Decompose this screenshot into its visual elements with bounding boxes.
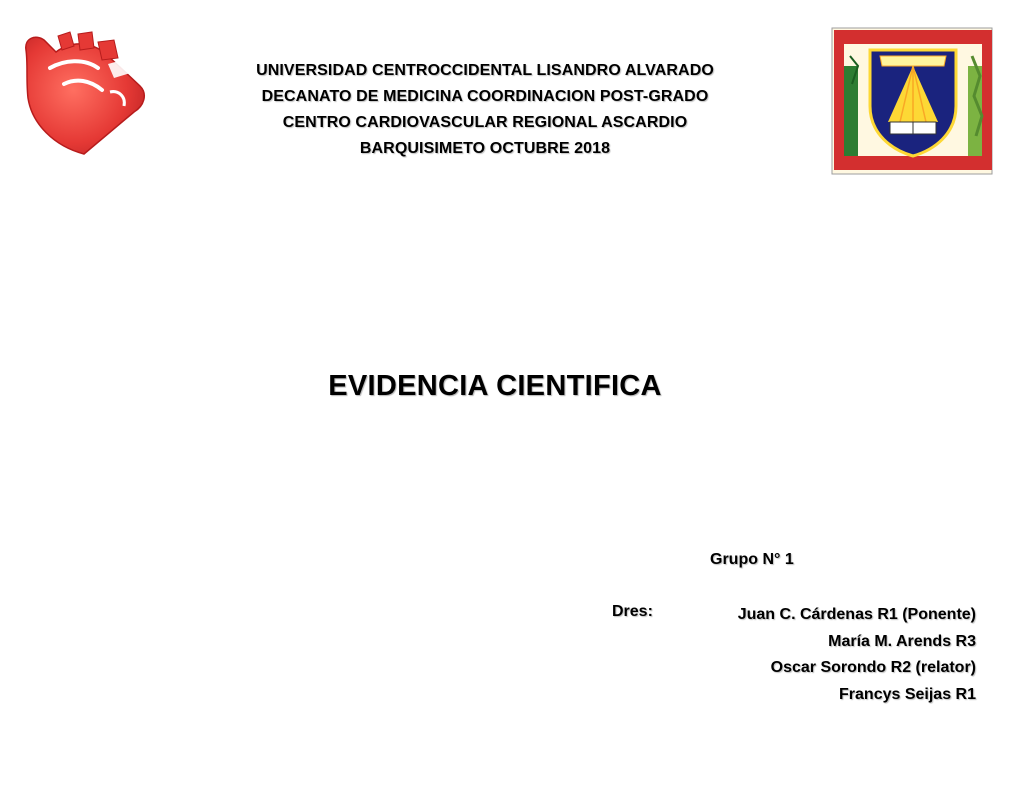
doctor-name: Juan C. Cárdenas R1 (Ponente): [737, 606, 976, 623]
institution-header: [200, 58, 770, 162]
header-line-center: CENTRO CARDIOVASCULAR REGIONAL ASCARDIO: [282, 114, 688, 131]
header-line-dean: DECANATO DE MEDICINA COORDINACION POST-GRADO: [261, 88, 709, 105]
ascardio-heart-logo: [14, 28, 160, 158]
doctors-list: [690, 602, 976, 708]
doctor-name: Francys Seijas R1: [839, 685, 976, 703]
ucla-university-seal: [830, 26, 996, 176]
doctor-name: María M. Arends R3: [828, 632, 976, 650]
header-line-university: UNIVERSIDAD CENTROCCIDENTAL LISANDRO ALVARADO: [256, 62, 714, 79]
doctor-name: Oscar Sorondo R2 (relator): [770, 659, 976, 676]
doctors-label: Dres:: [612, 603, 653, 620]
header-line-date: BARQUISIMETO OCTUBRE 2018: [359, 140, 611, 157]
group-label: Grupo N° 1: [710, 551, 794, 568]
slide-title: EVIDENCIA CIENTIFICA: [328, 370, 662, 402]
